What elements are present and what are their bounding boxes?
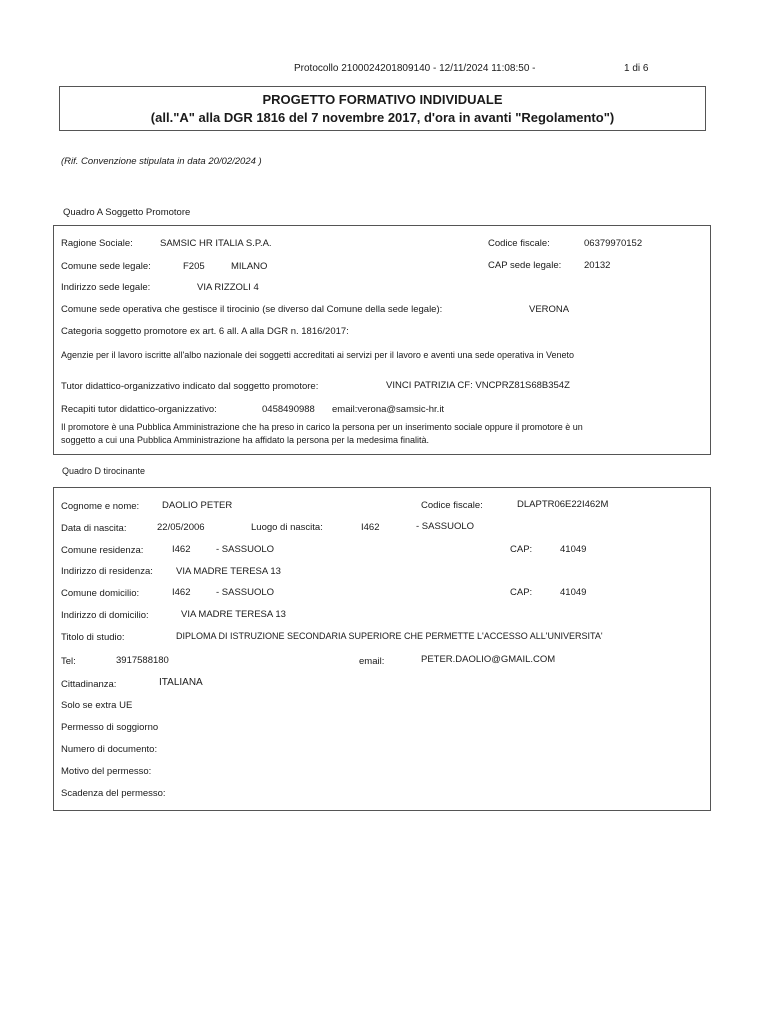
ind-res-label: Indirizzo di residenza:	[61, 566, 153, 577]
title-box	[59, 86, 706, 131]
sede-operativa-label: Comune sede operativa che gestisce il tirocinio (se diverso dal Comune della sede legale):	[61, 304, 443, 315]
section-d-heading: Quadro D tirocinante	[62, 466, 146, 476]
sede-operativa-value: VERONA	[529, 304, 570, 315]
luogo-label: Luogo di nascita:	[251, 522, 323, 533]
luogo-code: I462	[361, 522, 380, 533]
numero-documento-label: Numero di documento:	[61, 744, 158, 755]
residenza-name: - SASSUOLO	[216, 544, 275, 555]
indirizzo-sede-label: Indirizzo sede legale:	[61, 282, 151, 293]
promotore-note-line2: soggetto a cui una Pubblica Amministrazione ha affidato la persona per la medesima finalità.	[61, 435, 430, 445]
luogo-name: - SASSUOLO	[416, 521, 475, 532]
domicilio-name: - SASSUOLO	[216, 587, 275, 598]
cittadinanza-value: ITALIANA	[159, 677, 203, 688]
codice-fiscale-label: Codice fiscale:	[488, 238, 550, 249]
categoria-value: Agenzie per il lavoro iscritte all'albo nazionale dei soggetti accreditati ai servizi per il lavoro e aventi una sede operativa in Veneto	[61, 350, 575, 360]
domicilio-label: Comune domicilio:	[61, 588, 140, 599]
domicilio-code: I462	[172, 587, 191, 598]
codice-fiscale-value: 06379970152	[584, 238, 643, 249]
page-number: 1 di 6	[624, 63, 649, 74]
convention-reference: (Rif. Convenzione stipulata in data 20/02/2024 )	[61, 156, 262, 167]
motivo-permesso-label: Motivo del permesso:	[61, 766, 152, 777]
protocol-number: Protocollo 2100024201809140 - 12/11/2024 11:08:50 -	[294, 63, 536, 74]
ind-res-value: VIA MADRE TERESA 13	[176, 566, 281, 577]
promotore-note-line1: Il promotore è una Pubblica Amministrazione che ha preso in carico la persona per un inserimento sociale oppure il promotore è un	[61, 422, 583, 432]
ragione-sociale-label: Ragione Sociale:	[61, 238, 133, 249]
titolo-value: DIPLOMA DI ISTRUZIONE SECONDARIA SUPERIORE CHE PERMETTE L'ACCESSO ALL'UNIVERSITA'	[176, 631, 603, 641]
tel-value: 3917588180	[116, 655, 169, 666]
nascita-value: 22/05/2006	[157, 522, 205, 533]
recapiti-label: Recapiti tutor didattico-organizzativo:	[61, 404, 217, 415]
document-title: PROGETTO FORMATIVO INDIVIDUALE	[262, 92, 503, 107]
cf-label: Codice fiscale:	[421, 500, 483, 511]
tel-label: Tel:	[61, 656, 76, 667]
cap-dom-value: 41049	[560, 587, 587, 598]
indirizzo-sede-value: VIA RIZZOLI 4	[197, 282, 259, 293]
tutor-label: Tutor didattico-organizzativo indicato dal soggetto promotore:	[61, 381, 319, 392]
nascita-label: Data di nascita:	[61, 523, 127, 534]
cap-sede-value: 20132	[584, 260, 611, 271]
extra-ue-note: Solo se extra UE	[61, 700, 133, 711]
recapiti-tel: 0458490988	[262, 404, 315, 415]
document-subtitle: (all."A" alla DGR 1816 del 7 novembre 2017, d'ora in avanti "Regolamento")	[150, 110, 615, 125]
section-a-box	[53, 225, 711, 455]
cf-value: DLAPTR06E22I462M	[517, 499, 609, 510]
comune-code: F205	[183, 261, 205, 272]
scadenza-permesso-label: Scadenza del permesso:	[61, 788, 166, 799]
cittadinanza-label: Cittadinanza:	[61, 679, 117, 690]
cognome-value: DAOLIO PETER	[162, 500, 233, 511]
categoria-label: Categoria soggetto promotore ex art. 6 all. A alla DGR n. 1816/2017:	[61, 326, 349, 337]
cap-dom-label: CAP:	[510, 587, 533, 598]
section-d-box	[53, 487, 711, 811]
cap-sede-label: CAP sede legale:	[488, 260, 562, 271]
ind-dom-value: VIA MADRE TERESA 13	[181, 609, 286, 620]
residenza-label: Comune residenza:	[61, 545, 144, 556]
permesso-label: Permesso di soggiorno	[61, 722, 159, 733]
section-a-heading: Quadro A Soggetto Promotore	[63, 207, 191, 218]
email-value: PETER.DAOLIO@GMAIL.COM	[421, 654, 556, 665]
cap-res-label: CAP:	[510, 544, 533, 555]
ragione-sociale-value: SAMSIC HR ITALIA S.P.A.	[160, 238, 272, 249]
comune-name: MILANO	[231, 261, 268, 272]
email-label: email:	[359, 656, 385, 667]
comune-sede-legale-label: Comune sede legale:	[61, 261, 151, 272]
recapiti-email: email:verona@samsic-hr.it	[332, 404, 445, 415]
titolo-label: Titolo di studio:	[61, 632, 125, 643]
cap-res-value: 41049	[560, 544, 587, 555]
ind-dom-label: Indirizzo di domicilio:	[61, 610, 149, 621]
cognome-label: Cognome e nome:	[61, 501, 140, 512]
residenza-code: I462	[172, 544, 191, 555]
tutor-value: VINCI PATRIZIA CF: VNCPRZ81S68B354Z	[386, 380, 570, 391]
